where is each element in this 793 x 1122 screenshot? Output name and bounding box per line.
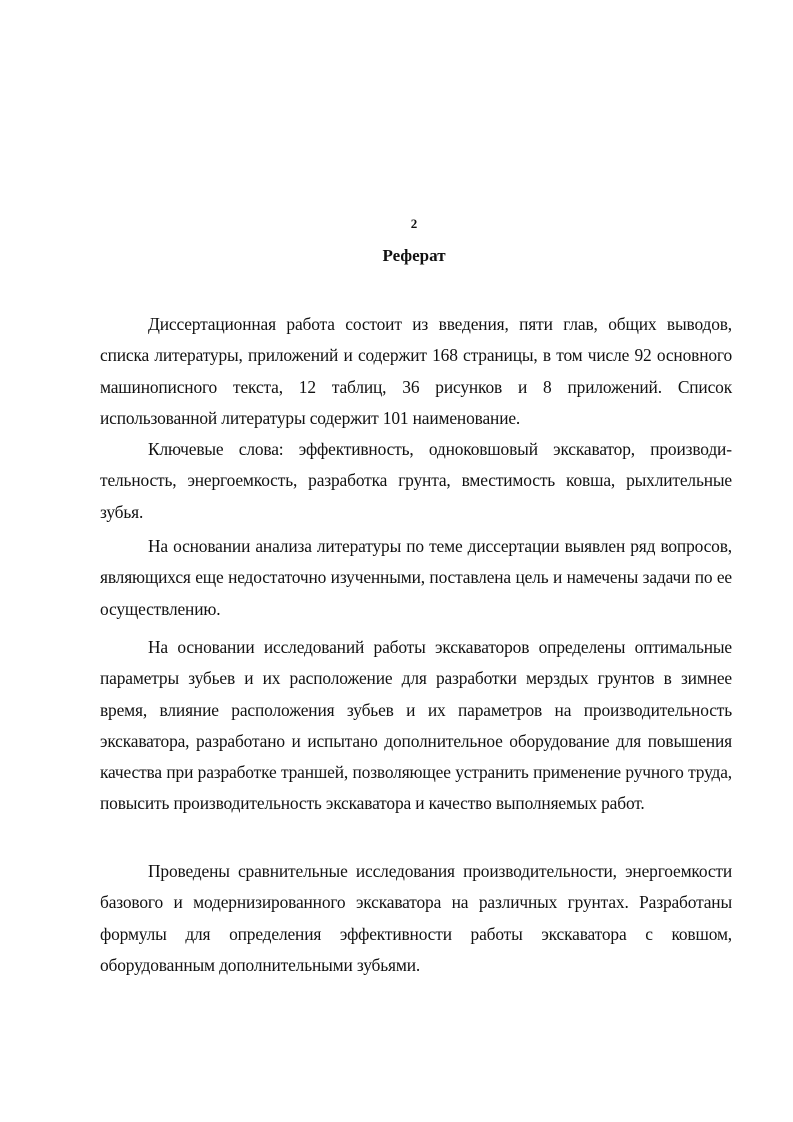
abstract-body bbox=[100, 309, 732, 981]
paragraph-comparative-studies: Проведены сравнительные исследования производительности, энергоемкости базового и модернизированного экскаватора на различных грунтах. Разработаны формулы для определения эффективности работы экскаватора с ковшом, оборудованным дополнительными зубьями. bbox=[100, 861, 732, 975]
paragraph-research-results: На основании исследований работы экскаваторов определены оптимальные параметры зубьев и их расположение для разработки мерздых грунтов в зимнее время, влияние расположения зубьев и их параметров на производительность экскаватора, разработано и испытано дополнительное оборудование для повышения качества при разработке траншей, позволяющее устранить применение ручного труда, повысить производительность экскаватора и качество выполняемых работ. bbox=[100, 637, 732, 814]
paragraph-dissertation-structure: Диссертационная работа состоит из введения, пяти глав, общих выводов, списка литературы, приложений и содержит 168 страницы, в том числе 92 основного машинописного текста, 12 таблиц, 36 рисунков и 8 приложений. Список использованной литературы содержит 101 наименование. bbox=[100, 314, 732, 428]
page-title: Реферат bbox=[382, 246, 446, 265]
page-number: 2 bbox=[410, 216, 418, 231]
paragraph-literature-analysis: На основании анализа литературы по теме диссертации выявлен ряд вопросов, являющихся еще недостаточно изученными, поставлена цель и намечены задачи по ее осуществлению. bbox=[100, 536, 732, 619]
paragraph-keywords: Ключевые слова: эффективность, одноковшовый экскаватор, производительность, энергоемкость, разработка грунта, вместимость ковша, рыхлительные зубья. bbox=[100, 439, 732, 522]
